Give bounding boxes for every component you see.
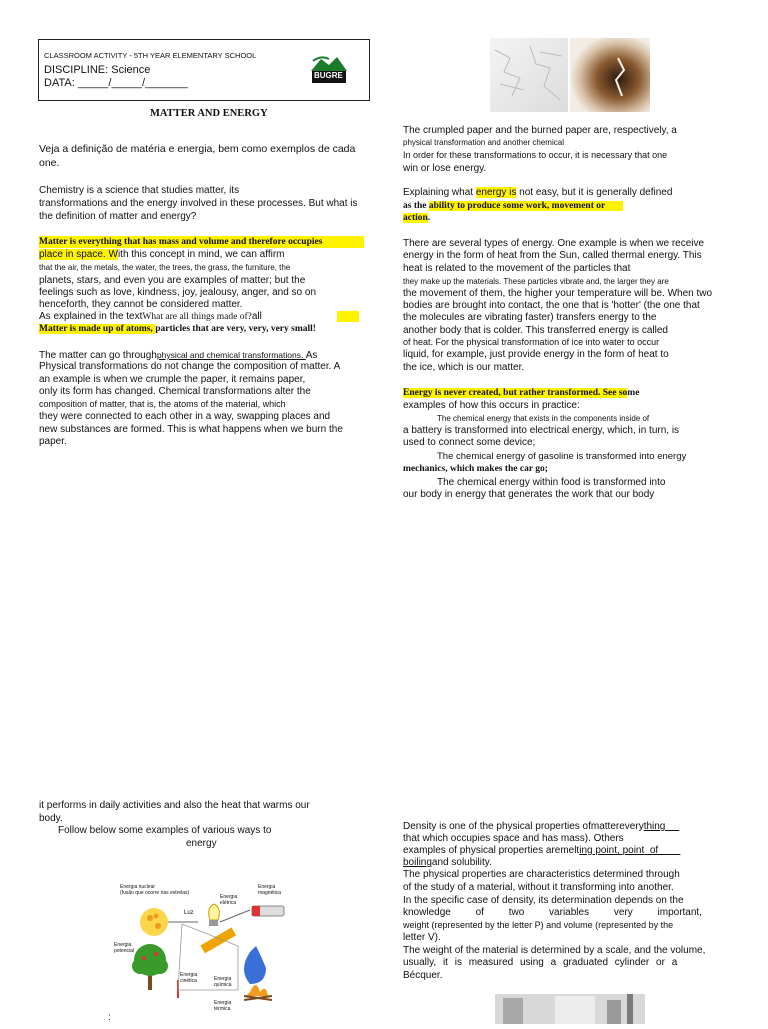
highlight-mark xyxy=(337,311,359,322)
lab-equipment-image xyxy=(495,994,645,1024)
density-line-1 xyxy=(403,821,679,833)
text-fragment: As explained in the text xyxy=(39,311,143,322)
types-line-11: the ice, which is our matter. xyxy=(403,362,525,373)
gasoline-line-2: mechanics, which makes the car go; xyxy=(403,464,548,474)
paper-line-4: win or lose energy. xyxy=(403,163,487,174)
lab-photo xyxy=(495,994,645,1024)
text-fragment: As xyxy=(305,350,318,361)
atoms-line xyxy=(39,323,316,335)
paper-line-1: The crumpled paper and the burned paper are, respectively, a xyxy=(403,125,677,136)
underlined-fragment: ing point, point xyxy=(579,845,645,856)
label-potential: Energia potencial xyxy=(114,942,135,954)
label-magnetic: Energia magnética xyxy=(258,884,282,896)
food-line-1: The chemical energy within food is transformed into xyxy=(437,477,666,488)
text-fragment: as the xyxy=(403,201,429,211)
highlight-fragment: energy is xyxy=(475,187,517,198)
gasoline-line-1: The chemical energy of gasoline is transformed into energy xyxy=(437,451,687,462)
text-fragment: matter xyxy=(590,821,620,832)
matter-definition-highlight: Matter is everything that has mass and volume and therefore occupies xyxy=(39,236,364,248)
text-fragment: me xyxy=(627,388,640,398)
text-fragment: not easy, but it is generally defined xyxy=(516,187,673,198)
label-light: Luz xyxy=(184,910,194,916)
page-title: MATTER AND ENERGY xyxy=(150,108,268,119)
density-line-13: Bécquer. xyxy=(403,970,443,981)
energy-def-line-1 xyxy=(403,187,672,199)
text-fragment: all xyxy=(251,311,262,322)
text-fragment: Explaining what xyxy=(403,187,476,198)
density-line-4 xyxy=(403,857,492,869)
highlight-fragment: place in space. W xyxy=(39,249,118,260)
label-nuclear-sub: (fusão que ocorre nas estrelas) xyxy=(120,890,190,896)
density-line-6: of the study of a material, without it transforming into another. xyxy=(403,882,674,893)
text-fragment: and solubility. xyxy=(431,857,492,868)
underlined-fragment: thing xyxy=(643,821,680,832)
date-field: DATA: _____/_____/_______ xyxy=(44,77,188,89)
transform-line-2: Physical transformations do not change the composition of matter. A xyxy=(39,361,341,372)
logo-text: BUGRE xyxy=(314,71,343,80)
text-fragment: Density is one of the physical properties of xyxy=(403,821,591,832)
types-line-1: There are several types of energy. One example is when we receive xyxy=(403,238,705,249)
forms-intro-line-1: Follow below some examples of various ways to xyxy=(58,825,272,836)
paper-line-2: physical transformation and another chemical xyxy=(403,138,564,147)
transform-line-7: new substances are formed. This is what happens when we burn the xyxy=(39,424,343,435)
chem-line-3: the definition of matter and energy? xyxy=(39,211,197,222)
text-fragment: particles that are very, very, very small! xyxy=(155,324,316,334)
text-fragment: examples of physical properties are xyxy=(403,845,561,856)
paper-line-3: In order for these transformations to occur, it is necessary that one xyxy=(403,150,668,160)
highlight-fragment: Energy is never created, but rather transformed. See so xyxy=(403,388,628,398)
highlight-fragment: Matter is made up of atoms, xyxy=(39,324,156,334)
types-line-7: the molecules are vibrating faster) transfers energy to the xyxy=(403,312,657,323)
battery-line-1: The chemical energy that exists in the components inside of xyxy=(437,414,650,423)
text-fragment: ith this concept in mind, we can affirm xyxy=(117,249,285,260)
types-line-4: they make up the materials. These particles vibrate and, the larger they are xyxy=(403,277,669,286)
transform-line-8: paper. xyxy=(39,436,67,447)
continuation-line-1: it performs in daily activities and also the heat that warms our xyxy=(39,800,310,811)
energy-def-line-3 xyxy=(403,212,430,224)
chem-line-1: Chemistry is a science that studies matter, its xyxy=(39,185,240,196)
underlined-fragment: physical and chemical transformations. xyxy=(156,350,306,360)
label-thermal: Energia térmica xyxy=(214,1000,232,1012)
school-logo xyxy=(309,53,349,85)
label-chemical: Energia química xyxy=(214,976,232,988)
energy-law-line xyxy=(403,387,639,399)
types-line-6: bodies are brought into contact, the one that is 'hotter' (the one that xyxy=(403,300,700,311)
density-line-5: The physical properties are characteristics determined through xyxy=(403,869,680,880)
density-line-11: The weight of the material is determined by a scale, and the volume, xyxy=(403,945,706,956)
examples-intro: examples of how this occurs in practice: xyxy=(403,400,580,411)
intro-line-1: Veja a definição de matéria e energia, bem como exemplos de cada xyxy=(39,143,356,155)
matter-line-3: that the air, the metals, the water, the trees, the grass, the furniture, the xyxy=(39,263,291,272)
transform-line-4: only its form has changed. Chemical transformations alter the xyxy=(39,386,311,397)
activity-label: CLASSROOM ACTIVITY - 5TH YEAR ELEMENTARY SCHOOL xyxy=(44,51,257,60)
types-line-2: energy in the form of heat from the Sun, called thermal energy. This xyxy=(403,250,702,261)
density-line-8: knowledge of two variables very important, xyxy=(403,907,702,918)
transform-line-5: composition of matter, that is, the atoms of the material, which xyxy=(39,399,286,409)
battery-line-2: a battery is transformed into electrical energy, which, in turn, is xyxy=(403,425,680,436)
matter-line-2 xyxy=(39,249,285,261)
trailing-colon: : xyxy=(108,1012,111,1023)
question-fragment: What are all things made of? xyxy=(142,312,252,322)
matter-line-7 xyxy=(39,311,262,323)
text-fragment: every xyxy=(619,821,644,832)
density-line-3 xyxy=(403,845,680,857)
highlight-fragment: ability to produce some work, movement or xyxy=(429,201,623,211)
energy-forms-figure xyxy=(110,880,310,1015)
types-line-9: of heat. For the physical transformation of ice into water to occur xyxy=(403,337,660,347)
matter-line-4: planets, stars, and even you are examples of matter; but the xyxy=(39,275,306,286)
underlined-fragment: boiling xyxy=(403,857,432,868)
label-electric: Energia elétrica xyxy=(220,894,238,906)
energy-def-line-2 xyxy=(403,200,623,212)
density-line-12: usually, it is measured using a graduated cylinder or a xyxy=(403,957,678,968)
discipline-label: DISCIPLINE: Science xyxy=(44,64,151,76)
density-line-2: that which occupies space and has mass). Others xyxy=(403,833,624,844)
text-fragment: melt xyxy=(560,845,580,856)
density-line-10: letter V). xyxy=(403,932,441,943)
chem-line-2: transformations and the energy involved in these processes. But what is xyxy=(39,198,358,209)
transform-line-3: an example is when we crumple the paper, it remains paper, xyxy=(39,374,306,385)
types-line-5: the movement of them, the higher your temperature will be. When two xyxy=(403,288,713,299)
density-line-7: In the specific case of density, its determination depends on the xyxy=(403,895,684,906)
underlined-fragment: of xyxy=(644,845,681,856)
crumpled-and-burned-paper-image xyxy=(490,38,650,112)
header-box xyxy=(38,39,370,101)
paper-images xyxy=(490,38,650,112)
food-line-2: our body in energy that generates the work that our body xyxy=(403,489,655,500)
continuation-line-2: body. xyxy=(39,813,63,824)
text-fragment: The matter can go through xyxy=(39,350,157,361)
matter-line-6: henceforth, they cannot be considered matter. xyxy=(39,299,243,310)
matter-line-5: feelings such as love, kindness, joy, jealousy, anger, and so on xyxy=(39,287,317,298)
label-kinetic: Energia cinética xyxy=(180,972,198,984)
label-nuclear: Energia nuclear xyxy=(120,884,156,890)
types-line-8: another body that is colder. This transferred energy is called xyxy=(403,325,668,336)
types-line-10: liquid, for example, just provide energy in the form of heat to xyxy=(403,349,669,360)
transform-line-6: they were connected to each other in a way, swapping places and xyxy=(39,411,331,422)
forms-intro-line-2: energy xyxy=(186,838,217,849)
highlight-fragment: action xyxy=(403,213,428,223)
intro-line-2: one. xyxy=(39,157,60,169)
battery-line-3: used to connect some device; xyxy=(403,437,536,448)
text-fragment: . xyxy=(427,213,431,223)
types-line-3: heat is related to the movement of the particles that xyxy=(403,263,631,274)
density-line-9: weight (represented by the letter P) and volume (represented by the xyxy=(403,920,674,930)
